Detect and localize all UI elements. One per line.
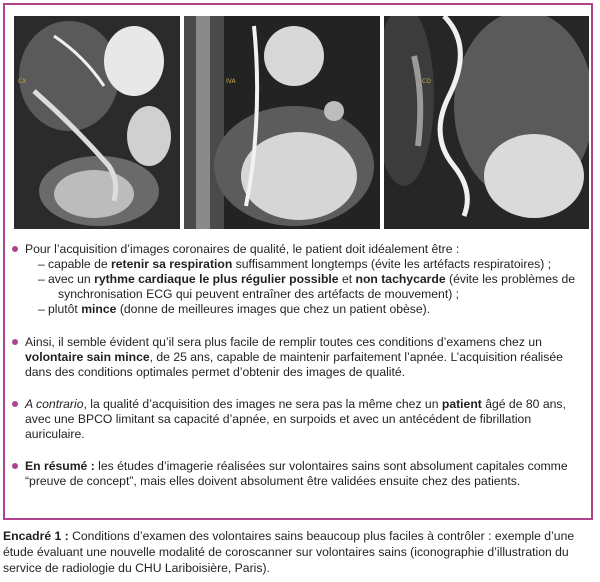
scan-label-iva: IVA — [226, 78, 236, 85]
encadre-text — [12, 242, 587, 489]
ct-scan-image-cx — [14, 16, 180, 229]
paragraph-volontaire: Ainsi, il semble évident qu’il sera plus facile de remplir toutes ces conditions d’examens chez un volontaire sain mince, de 25 ans, capable de maintenir parfaitement l’apnée. L’acquisition réalisée dans des conditions optimales permet d’obtenir des images de qualité. — [12, 335, 587, 380]
condition-item-mince: – plutôt mince (donne de meilleures images que chez un patient obèse). — [38, 302, 431, 316]
bullet-icon — [12, 463, 18, 469]
scan-images-row — [14, 16, 589, 229]
scan-label-cx: CX — [18, 78, 27, 85]
paragraph-resume: En résumé : les études d’imagerie réalisées sur volontaires sains sont absolument capitales comme “preuve de concept”, mais elles doivent absolument être validées ensuite chez des patients. — [12, 459, 587, 489]
ct-scan-image-cd — [384, 16, 589, 229]
conditions-intro: Pour l’acquisition d’images coronaires de qualité, le patient doit idéalement être : — [25, 242, 460, 256]
ct-scan-image-iva — [184, 16, 380, 229]
encadre-box — [3, 3, 593, 520]
scan-label-cd: CD — [422, 78, 431, 85]
paragraph-conditions — [12, 242, 587, 317]
condition-item-respiration: – capable de retenir sa respiration suffisamment longtemps (évite les artéfacts respiratoires) ; — [38, 257, 552, 271]
bullet-icon — [12, 401, 18, 407]
bullet-icon — [12, 246, 18, 252]
condition-item-rythme: – avec un rythme cardiaque le plus régulier possible et non tachycarde (évite les problèmes de synchronisation ECG qui peuvent entraîner des artéfacts de mouvement) ; — [38, 272, 576, 301]
bullet-icon — [12, 339, 18, 345]
paragraph-a-contrario: A contrario, la qualité d’acquisition des images ne sera pas la même chez un patient âgé de 80 ans, avec une BPCO limitant sa capacité d’apnée, en surpoids et avec un antécédent de fibrillation auriculaire. — [12, 397, 587, 442]
figure-caption: Encadré 1 : Conditions d’examen des volontaires sains beaucoup plus faciles à contrôler : exemple d’une étude évaluant une nouvelle modalité de coroscanner sur volontaires sains (iconographie d’illustration du service de radiologie du CHU Lariboisière, Paris). — [3, 529, 575, 575]
